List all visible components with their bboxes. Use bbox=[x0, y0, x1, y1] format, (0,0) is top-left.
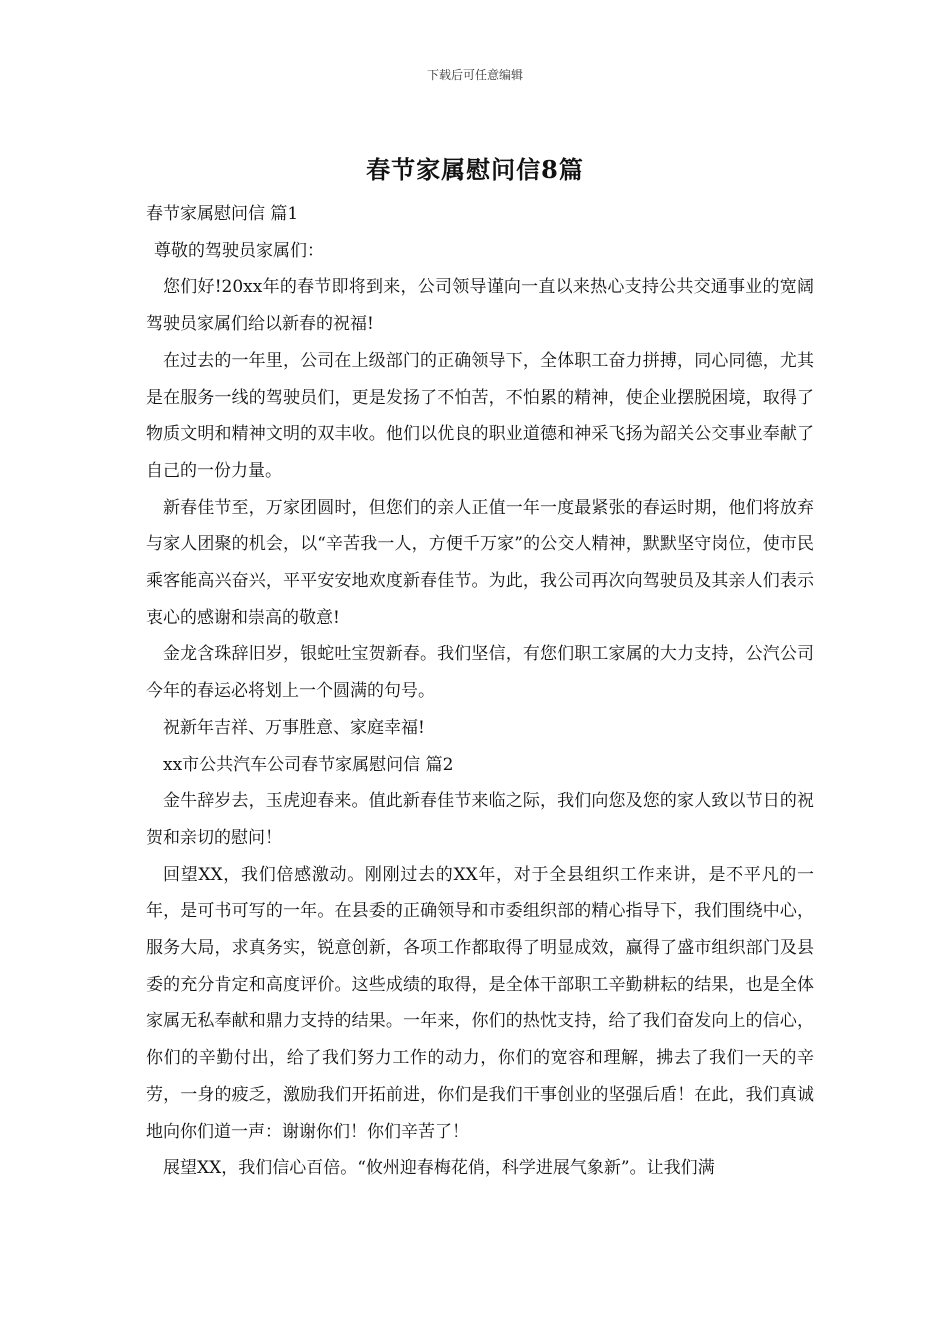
document-title: 春节家属慰问信8篇 bbox=[366, 155, 584, 184]
paragraph: 金龙含珠辞旧岁，银蛇吐宝贺新春。我们坚信，有您们职工家属的大力支持，公汽公司今年的春运必将划上一个圆满的句号。 bbox=[146, 644, 814, 702]
section-heading-2: xx市公共汽车公司春节家属慰问信 篇2 bbox=[163, 754, 454, 775]
document-body bbox=[146, 196, 814, 1187]
section-heading-1: 春节家属慰问信 篇1 bbox=[146, 204, 299, 224]
paragraph: 在过去的一年里，公司在上级部门的正确领导下，全体职工奋力拼搏，同心同德，尤其是在服务一线的驾驶员们，更是发扬了不怕苦，不怕累的精神，使企业摆脱困境，取得了物质文明和精神文明的双丰收。他们以优良的职业道德和神采飞扬为韶关公交事业奉献了自己的一份力量。 bbox=[146, 350, 814, 481]
paragraph: 您们好!20xx年的春节即将到来，公司领导谨向一直以来热心支持公共交通事业的宽阔驾驶员家属们给以新春的祝福! bbox=[146, 277, 814, 335]
paragraph: 新春佳节至，万家团圆时，但您们的亲人正值一年一度最紧张的春运时期，他们将放弃与家人团聚的机会，以“辛苦我一人，方便千万家”的公交人精神，默默坚守岗位，使市民乘客能高兴奋兴，平平安安地欢度新春佳节。为此，我公司再次向驾驶员及其亲人们表示衷心的感谢和崇高的敬意! bbox=[146, 497, 814, 628]
paragraph: 祝新年吉祥、万事胜意、家庭幸福! bbox=[163, 717, 425, 738]
paragraph: 回望XX，我们倍感激动。刚刚过去的XX年，对于全县组织工作来讲，是不平凡的一年，是可书可写的一年。在县委的正确领导和市委组织部的精心指导下，我们围绕中心，服务大局，求真务实，锐意创新，各项工作都取得了明显成效，赢得了盛市组织部门及县委的充分肯定和高度评价。这些成绩的取得，是全体干部职工辛勤耕耘的结果，也是全体家属无私奉献和鼎力支持的结果。一年来，你们的热忱支持，给了我们奋发向上的信心，你们的辛勤付出，给了我们努力工作的动力，你们的宽容和理解，拂去了我们一天的辛劳，一身的疲乏，激励我们开拓前进，你们是我们干事创业的坚强后盾！在此，我们真诚地向你们道一声：谢谢你们！你们辛苦了！ bbox=[146, 864, 814, 1142]
salutation: 尊敬的驾驶员家属们： bbox=[154, 240, 324, 261]
paragraph: 展望XX，我们信心百倍。“攸州迎春梅花俏，科学进展气象新”。让我们满 bbox=[163, 1158, 715, 1179]
header-note: 下载后可任意编辑 bbox=[426, 68, 523, 82]
paragraph: 金牛辞岁去，玉虎迎春来。值此新春佳节来临之际，我们向您及您的家人致以节日的祝贺和亲切的慰问！ bbox=[146, 791, 814, 848]
